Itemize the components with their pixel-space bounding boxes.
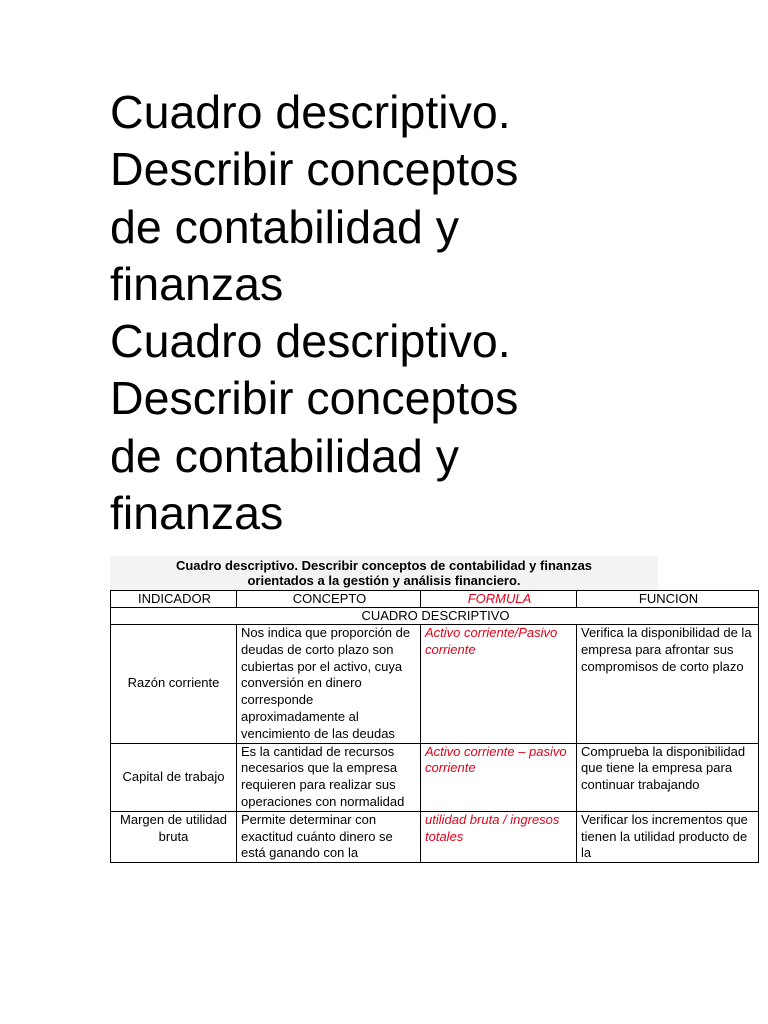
table-row xyxy=(111,811,759,862)
title-line: de contabilidad y xyxy=(110,200,459,253)
table-row xyxy=(111,743,759,811)
formula-cell: Activo corriente – pasivo corriente xyxy=(421,743,577,811)
indicador-cell xyxy=(111,811,237,862)
funcion-cell: Comprueba la disponibilidad que tiene la empresa para continuar trabajando xyxy=(577,743,759,811)
formula-cell: Activo corriente/Pasivo corriente xyxy=(421,625,577,744)
funcion-cell xyxy=(577,811,759,862)
title-line: de contabilidad y xyxy=(110,429,459,482)
funcion-text: Verificar los incrementos que tienen la utilidad producto de la xyxy=(581,811,748,861)
table-row xyxy=(111,625,759,744)
column-header-concepto: CONCEPTO xyxy=(237,591,421,608)
table-caption: CUADRO DESCRIPTIVO xyxy=(111,608,759,625)
document-header xyxy=(110,556,658,590)
title-line: finanzas xyxy=(110,487,284,540)
title-line: finanzas xyxy=(110,257,284,310)
document-header-line: Cuadro descriptivo. Describir conceptos de contabilidad y finanzas xyxy=(175,558,593,573)
page-title xyxy=(110,84,670,542)
column-header-funcion: FUNCION xyxy=(577,591,759,608)
title-line: Describir conceptos xyxy=(110,143,519,196)
table-caption-row xyxy=(111,608,759,625)
formula-text: utilidad bruta / ingresos totales xyxy=(425,811,560,844)
column-header-indicador: INDICADOR xyxy=(111,591,237,608)
table-header-row xyxy=(111,591,759,608)
concepto-cell: Nos indica que proporción de deudas de corto plazo son cubiertas por el activo, cuya conversión en dinero corresponde aproximadamente al vencimiento de las deudas xyxy=(237,625,421,744)
column-header-formula: FORMULA xyxy=(421,591,577,608)
funcion-cell: Verifica la disponibilidad de la empresa para afrontar sus compromisos de corto plazo xyxy=(577,625,759,744)
indicador-cell: Capital de trabajo xyxy=(111,743,237,811)
concepto-cell: Es la cantidad de recursos necesarios que la empresa requieren para realizar sus operaciones con normalidad xyxy=(237,743,421,811)
concepto-text: Permite determinar con exactitud cuánto dinero se está ganando con la xyxy=(241,811,393,861)
title-line: Describir conceptos xyxy=(110,372,519,425)
document-header-line: orientados a la gestión y análisis financiero. xyxy=(247,573,521,588)
indicador-text: Margen de utilidad bruta xyxy=(120,811,227,844)
indicador-cell: Razón corriente xyxy=(111,625,237,744)
title-line: Cuadro descriptivo. xyxy=(110,86,511,138)
cuadro-descriptivo-table xyxy=(110,590,759,863)
formula-cell xyxy=(421,811,577,862)
concepto-cell xyxy=(237,811,421,862)
title-line: Cuadro descriptivo. xyxy=(110,315,511,368)
